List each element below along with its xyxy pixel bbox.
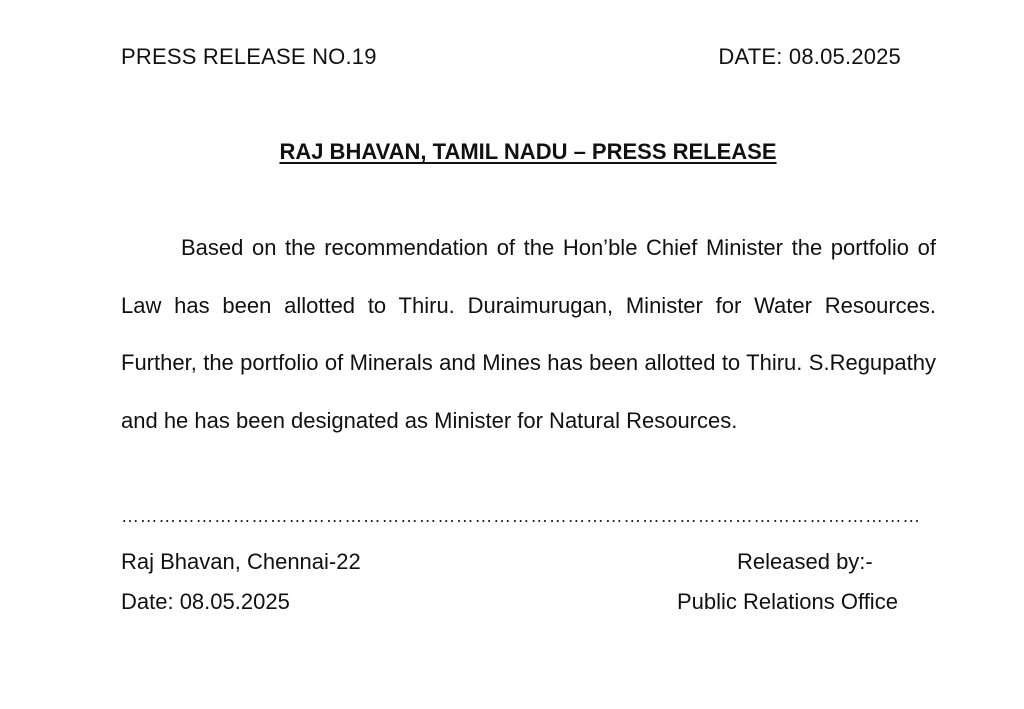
body-paragraph: Based on the recommendation of the Hon’ble Chief Minister the portfolio of Law has been allotted to Thiru. Duraimurugan, Minister for Water Resources. Further, the portfolio of Minerals and Mines has been allotted to Thiru. S.Regupathy and he has been designated as Minister for Natural Resources. — [121, 235, 936, 433]
press-release-number: PRESS RELEASE NO.19 — [121, 44, 377, 69]
footer-place: Raj Bhavan, Chennai-22 — [121, 549, 361, 574]
document-title: RAJ BHAVAN, TAMIL NADU – PRESS RELEASE — [279, 139, 777, 164]
footer-date: Date: 08.05.2025 — [121, 589, 290, 614]
dotted-separator: ………………………………………………………………………………………………………………… — [121, 506, 921, 526]
released-by-label: Released by:- — [737, 549, 873, 574]
header-date: DATE: 08.05.2025 — [718, 44, 901, 69]
issuing-office: Public Relations Office — [677, 589, 898, 614]
